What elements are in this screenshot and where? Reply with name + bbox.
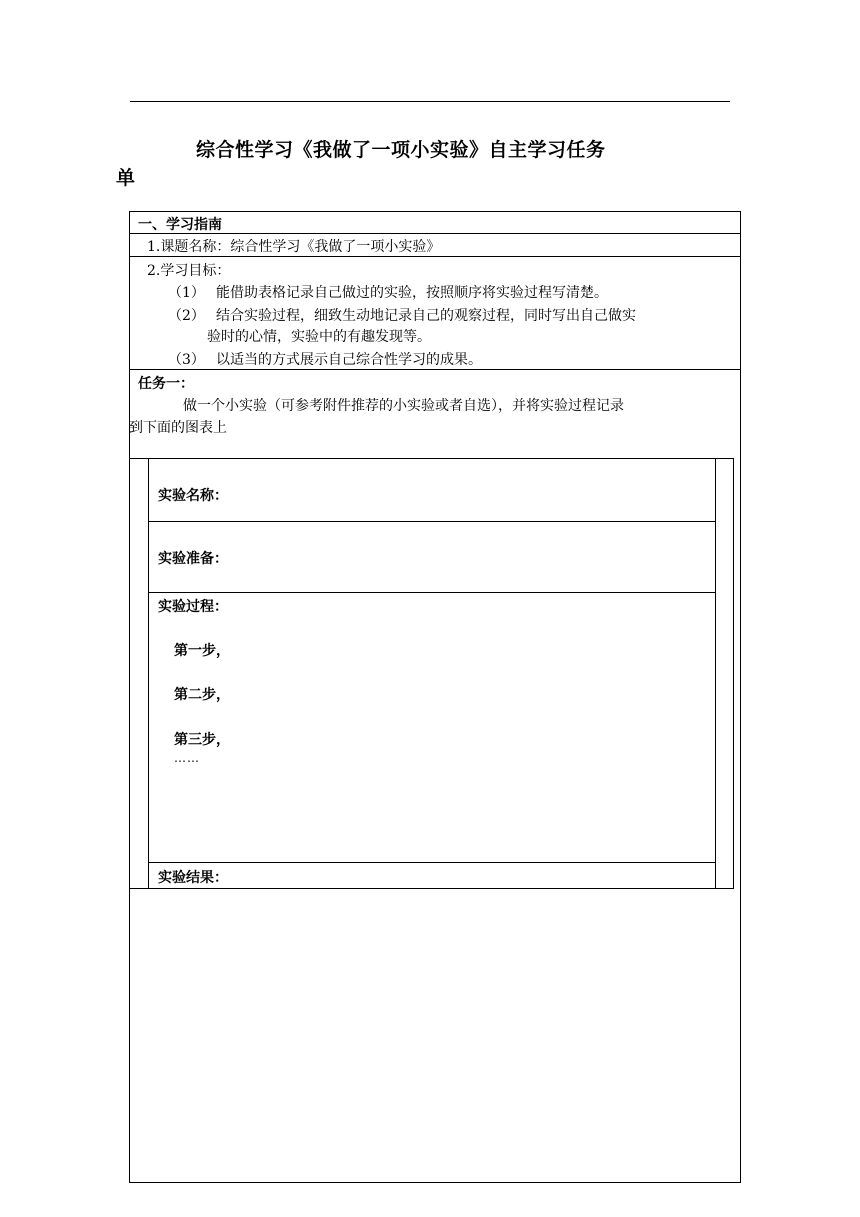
step-1-label: 第一步， [174, 643, 230, 659]
topic-line: 1.课题名称：综合性学习《我做了一项小实验》 [147, 239, 441, 255]
document-title: 综合性学习《我做了一项小实验》自主学习任务 [196, 139, 606, 161]
goal-2-text: 结合实验过程，细致生动地记录自己的观察过程，同时写出自己做实 [216, 308, 636, 324]
experiment-process-label: 实验过程： [158, 599, 228, 615]
goal-1-text: 能借助表格记录自己做过的实验，按照顺序将实验过程写清楚。 [216, 285, 608, 301]
goal-2-num: （2） [168, 308, 205, 324]
experiment-name-label: 实验名称： [158, 488, 228, 504]
goal-2-text-cont: 验时的心情，实验中的有趣发现等。 [207, 329, 431, 345]
row-divider [148, 862, 715, 863]
task1-text: 做一个小实验（可参考附件推荐的小实验或者自选），并将实验过程记录 [183, 398, 624, 414]
row-divider [148, 521, 715, 522]
goal-3-text: 以适当的方式展示自己综合性学习的成果。 [216, 352, 482, 368]
header-rule [130, 101, 730, 102]
experiment-record-table [129, 458, 734, 889]
guide-heading: 一、学习指南 [138, 217, 222, 233]
row-divider [130, 233, 740, 234]
experiment-result-label: 实验结果： [158, 870, 228, 886]
task1-label: 任务一： [138, 376, 194, 392]
row-divider [130, 256, 740, 257]
column-divider [148, 459, 149, 888]
step-3-label: 第三步， [174, 732, 230, 748]
task1-text-cont: 到下面的图表上 [129, 420, 227, 436]
goals-label: 2.学习目标： [147, 263, 231, 279]
goal-1-num: （1） [168, 285, 205, 301]
ellipsis: …… [174, 751, 200, 765]
document-title-wrap: 单 [116, 167, 136, 189]
experiment-prep-label: 实验准备： [158, 551, 228, 567]
step-2-label: 第二步， [174, 687, 230, 703]
goal-3-num: （3） [168, 352, 205, 368]
row-divider [148, 592, 715, 593]
column-divider [715, 459, 716, 888]
row-divider [130, 369, 740, 370]
